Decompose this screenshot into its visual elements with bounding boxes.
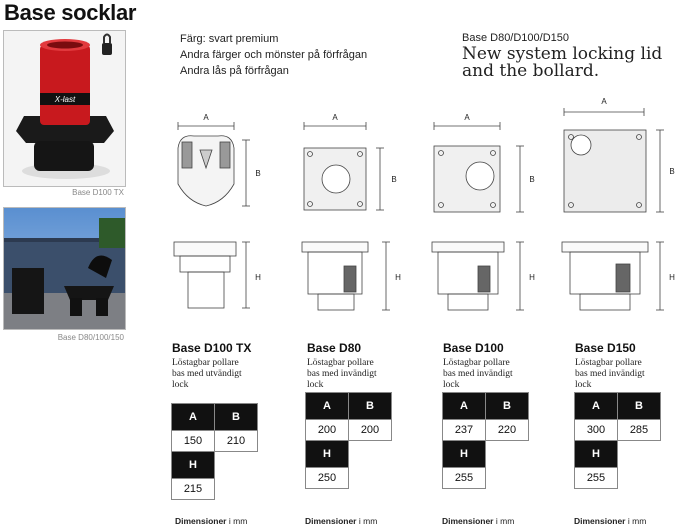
dim-label-a: A	[601, 97, 607, 106]
value-b: 200	[349, 420, 392, 441]
desc-line: bas med invändigt	[443, 369, 513, 379]
dimension-note-bold: Dimensioner	[175, 516, 227, 526]
product-photo-d100tx	[3, 30, 126, 187]
info-other-locks: Andra lås på förfrågan	[180, 65, 289, 77]
dimension-note-unit: i mm	[358, 516, 378, 526]
page-title: Base socklar	[4, 0, 137, 25]
product-description	[172, 358, 302, 391]
drawing-d100-side	[432, 242, 524, 310]
dimension-table-d80	[305, 392, 392, 489]
drawing-d100-top	[434, 122, 524, 212]
dim-label-b: B	[529, 175, 535, 184]
info-other-colors: Andra färger och mönster på förfrågan	[180, 49, 368, 61]
desc-line: Löstagbar pollare	[307, 358, 374, 368]
col-h-header: H	[172, 452, 215, 479]
value-a: 150	[172, 431, 215, 452]
value-a: 237	[443, 420, 486, 441]
dimension-note-unit: i mm	[228, 516, 248, 526]
product-description	[443, 358, 573, 391]
drawing-d150-top	[564, 108, 664, 212]
desc-line: lock	[307, 380, 324, 390]
desc-line: Löstagbar pollare	[443, 358, 510, 368]
col-a-header: A	[172, 404, 215, 431]
dimension-note-bold: Dimensioner	[305, 516, 357, 526]
col-b-header: B	[349, 393, 392, 420]
desc-line: lock	[443, 380, 460, 390]
value-a: 300	[575, 420, 618, 441]
col-h-header: H	[306, 441, 349, 468]
product-info	[180, 31, 410, 79]
dimension-note	[175, 516, 247, 526]
dim-label-b: B	[669, 167, 675, 176]
product-name: Base D150	[575, 341, 636, 355]
technical-drawings	[160, 90, 679, 325]
dim-label-a: A	[332, 113, 338, 122]
dimension-note-unit: i mm	[495, 516, 515, 526]
system-note-line2: and the bollard.	[462, 61, 600, 81]
dim-label-b: B	[255, 169, 261, 178]
system-label: Base D80/D100/D150	[462, 32, 570, 44]
photo-logo-text: X-last	[54, 95, 76, 104]
product-photo-d80-100-150	[3, 207, 126, 330]
system-note-line1: New system locking lid	[462, 44, 663, 64]
product-description	[575, 358, 679, 391]
product-name: Base D100	[443, 341, 504, 355]
dim-label-a: A	[464, 113, 470, 122]
value-b: 210	[215, 431, 258, 452]
col-h-header: H	[443, 441, 486, 468]
bollard-photo-illustration	[4, 31, 125, 186]
desc-line: lock	[575, 380, 592, 390]
dim-label-h: H	[395, 273, 401, 282]
dim-label-h: H	[529, 273, 535, 282]
system-note	[462, 46, 678, 80]
dimension-note	[305, 516, 377, 526]
value-b: 220	[486, 420, 529, 441]
product-name: Base D80	[307, 341, 362, 355]
col-h-header: H	[575, 441, 618, 468]
drawing-d100tx-side	[174, 242, 250, 308]
value-h: 250	[306, 468, 349, 489]
dim-label-h: H	[255, 273, 261, 282]
dimension-table-d100tx	[171, 403, 258, 500]
product-description	[307, 358, 437, 391]
product-column-d100tx	[172, 341, 302, 391]
desc-line: bas med invändigt	[575, 369, 645, 379]
drawing-d100tx-top	[178, 122, 250, 206]
col-b-header: B	[486, 393, 529, 420]
desc-line: bas med invändigt	[307, 369, 377, 379]
drawing-d150-side	[562, 242, 664, 310]
col-a-header: A	[443, 393, 486, 420]
product-column-d100	[443, 341, 573, 391]
col-a-header: A	[306, 393, 349, 420]
product-column-d80	[307, 341, 437, 391]
col-b-header: B	[618, 393, 661, 420]
value-h: 255	[443, 468, 486, 489]
value-b: 285	[618, 420, 661, 441]
info-color: Färg: svart premium	[180, 33, 279, 45]
product-name: Base D100 TX	[172, 341, 252, 355]
value-h: 255	[575, 468, 618, 489]
desc-line: Löstagbar pollare	[172, 358, 239, 368]
drawing-d80-top	[304, 122, 384, 210]
product-column-d150	[575, 341, 679, 391]
dimension-note	[574, 516, 646, 526]
desc-line: bas med utvändigt	[172, 369, 242, 379]
col-b-header: B	[215, 404, 258, 431]
col-a-header: A	[575, 393, 618, 420]
desc-line: Löstagbar pollare	[575, 358, 642, 368]
desc-line: lock	[172, 380, 189, 390]
photo2-caption: Base D80/100/150	[57, 333, 124, 342]
dim-label-b: B	[391, 175, 397, 184]
dim-label-a: A	[203, 113, 209, 122]
dimension-note-bold: Dimensioner	[574, 516, 626, 526]
dimension-note-unit: i mm	[627, 516, 647, 526]
drawing-d80-side	[302, 242, 390, 310]
photo1-caption: Base D100 TX	[72, 188, 124, 197]
dimension-note-bold: Dimensioner	[442, 516, 494, 526]
dimension-table-d100	[442, 392, 529, 489]
dim-label-h: H	[669, 273, 675, 282]
dimension-table-d150	[574, 392, 661, 489]
dimension-note	[442, 516, 514, 526]
value-a: 200	[306, 420, 349, 441]
bases-photo-illustration	[4, 208, 125, 329]
value-h: 215	[172, 479, 215, 500]
